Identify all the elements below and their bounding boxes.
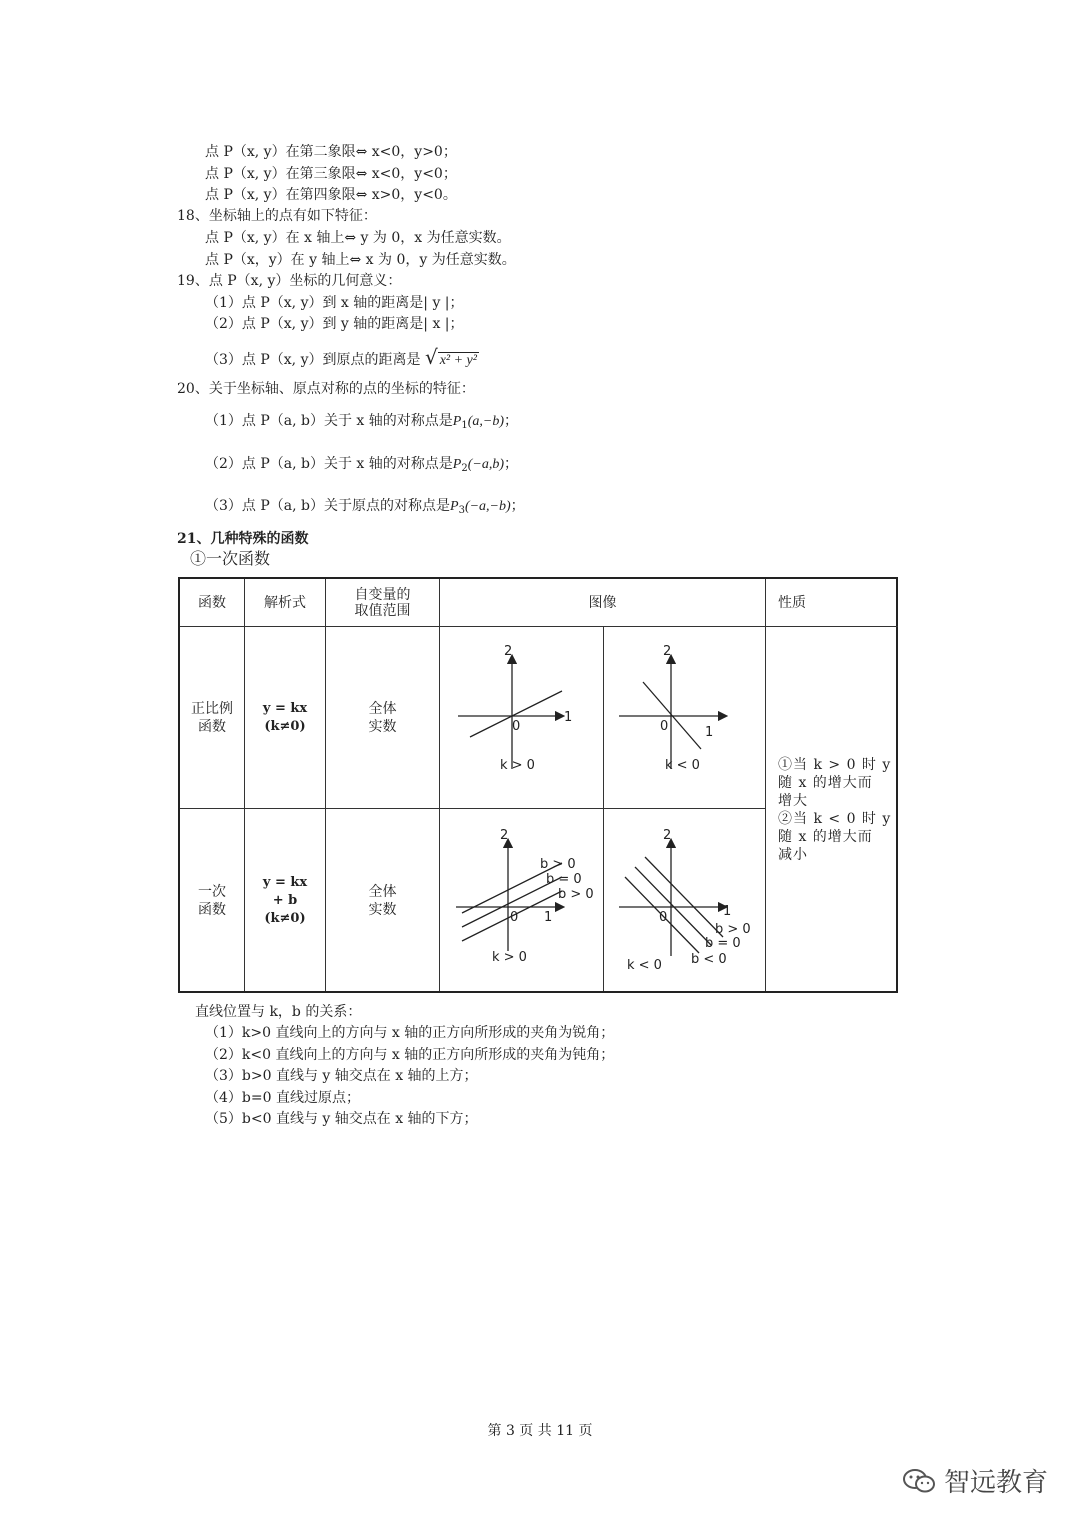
line-b-zero (635, 867, 711, 945)
row1-domain (326, 627, 439, 808)
point-coords: (−a,b) (467, 457, 505, 472)
section-19-title: 19、点 P（x, y）坐标的几何意义： (177, 273, 402, 289)
point-coords: (−a,−b) (464, 499, 511, 514)
graph-linear-k-positive (442, 811, 602, 991)
graph-proportional-k-positive (442, 629, 602, 805)
y-tick-label: 2 (663, 644, 672, 659)
b-zero-label: b = 0 (705, 936, 741, 951)
row1-name (180, 627, 244, 808)
k-negative-label: k < 0 (627, 958, 662, 973)
origin-label: 0 (660, 719, 669, 734)
row1-domain-line2: 实数 (368, 718, 397, 735)
s20-item-2 (205, 455, 518, 478)
s20-item-1-text: （1）点 P（a, b）关于 x 轴的对称点是 (205, 413, 453, 429)
x-tick-label: 1 (544, 910, 553, 925)
origin-label: 0 (510, 910, 519, 925)
property-line-2: 随 x 的增大而 (778, 775, 873, 791)
x-tick-label: 1 (705, 725, 714, 740)
header-property: 性质 (778, 594, 806, 611)
point-label: P (450, 499, 459, 514)
property-line-1: ①当 k > 0 时 y (778, 757, 892, 773)
row1-name-line1: 正比例 (191, 700, 233, 717)
s19-line-3 (205, 345, 479, 370)
quadrant-line-2: 点 P（x, y）在第二象限⇔ x<0，y>0； (205, 144, 457, 160)
section-20-title: 20、关于坐标轴、原点对称的点的坐标的特征： (177, 381, 475, 397)
row2-domain (326, 809, 439, 993)
column-divider (765, 579, 766, 991)
point-label: P (452, 414, 462, 429)
property-line-5: 随 x 的增大而 (778, 829, 873, 845)
s20-item-3-text: （3）点 P（a, b）关于原点的对称点是 (205, 498, 450, 514)
row2-name-line1: 一次 (198, 884, 226, 900)
point-subscript: 1 (461, 420, 468, 431)
property-line-6: 减小 (778, 847, 808, 863)
row2-formula-line2: + b (272, 893, 298, 908)
s19-line-1: （1）点 P（x, y）到 x 轴的距离是| y |； (205, 295, 464, 311)
row2-domain-line1: 全体 (368, 884, 397, 900)
s19-line-3-text: （3）点 P（x, y）到原点的距离是 (205, 352, 421, 368)
row1-formula-line2: (k≠0) (264, 718, 306, 734)
header-divider (766, 626, 898, 627)
column-divider (439, 579, 440, 991)
relation-line-5: （5）b<0 直线与 y 轴交点在 x 轴的下方； (205, 1111, 478, 1127)
sqrt-expression: x² + y² (439, 353, 477, 368)
row1-name-line2: 函数 (198, 718, 226, 735)
row2-name (180, 809, 244, 993)
section-18-title: 18、坐标轴上的点有如下特征： (177, 208, 377, 224)
graph-linear-k-negative (605, 811, 765, 991)
watermark-text: 智远教育 (944, 1468, 1049, 1498)
watermark (902, 1462, 1048, 1499)
origin-label: 0 (512, 719, 521, 734)
s18-line-1: 点 P（x, y）在 x 轴上⇔ y 为 0，x 为任意实数。 (205, 230, 511, 246)
property-line-4: ②当 k < 0 时 y (778, 811, 892, 827)
property-text (778, 756, 894, 864)
page-footer: 第 3 页 共 11 页 (487, 1423, 593, 1439)
section-21-subtitle: ①一次函数 (190, 549, 271, 568)
header-formula: 解析式 (264, 594, 306, 611)
wechat-icon (902, 1467, 936, 1495)
k-positive-label: k > 0 (500, 758, 535, 773)
item-end: ； (510, 498, 525, 514)
b-positive-label: b > 0 (715, 922, 751, 937)
header-domain: 自变量的 取值范围 (354, 586, 411, 619)
point-subscript: 3 (458, 505, 465, 516)
s20-item-2-text: （2）点 P（a, b）关于 x 轴的对称点是 (205, 456, 453, 472)
row2-formula (245, 809, 325, 993)
s20-item-1 (205, 412, 518, 435)
linear-function-table (178, 577, 898, 993)
line-b-positive (645, 857, 723, 937)
b-zero-label: b = 0 (546, 872, 582, 887)
item-end: ； (504, 413, 519, 429)
b-positive-label-2: b > 0 (558, 887, 594, 902)
sqrt-sign: √ (424, 345, 438, 369)
y-tick-label: 2 (504, 644, 513, 659)
x-tick-label: 1 (564, 710, 573, 725)
relation-line-4: （4）b=0 直线过原点； (205, 1090, 360, 1106)
header-graph: 图像 (588, 594, 617, 611)
relation-line-2: （2）k<0 直线向上的方向与 x 轴的正方向所形成的夹角为钝角； (205, 1047, 615, 1063)
point-coords: (a,−b) (467, 414, 505, 429)
b-positive-label: b > 0 (540, 857, 576, 872)
b-negative-label: b < 0 (691, 952, 727, 967)
y-tick-label: 2 (663, 828, 672, 843)
row2-domain-line2: 实数 (368, 902, 397, 918)
row2-name-line2: 函数 (198, 902, 226, 918)
quadrant-line-3: 点 P（x, y）在第三象限⇔ x<0，y<0； (205, 166, 457, 182)
quadrant-line-4: 点 P（x, y）在第四象限⇔ x>0，y<0。 (205, 187, 457, 203)
y-tick-label: 2 (500, 828, 509, 843)
section-21-title: 21、几种特殊的函数 (177, 531, 309, 547)
row2-formula-line1: y = kx (262, 875, 308, 890)
row1-formula-line1: y = kx (262, 700, 308, 716)
origin-label: 0 (659, 910, 668, 925)
k-positive-label: k > 0 (492, 950, 527, 965)
relation-line-3: （3）b>0 直线与 y 轴交点在 x 轴的上方； (205, 1068, 478, 1084)
point-label: P (452, 457, 462, 472)
x-tick-label: 1 (723, 904, 732, 919)
s18-line-2: 点 P（x，y）在 y 轴上⇔ x 为 0，y 为任意实数。 (205, 252, 516, 268)
item-end: ； (504, 456, 519, 472)
relation-line-1: （1）k>0 直线向上的方向与 x 轴的正方向所形成的夹角为锐角； (205, 1025, 615, 1041)
point-subscript: 2 (461, 463, 468, 474)
row1-formula (245, 627, 325, 808)
k-negative-label: k < 0 (665, 758, 700, 773)
s20-item-3 (205, 497, 525, 520)
s19-line-2: （2）点 P（x, y）到 y 轴的距离是| x |； (205, 316, 464, 332)
graph-proportional-k-negative (605, 629, 765, 805)
row2-formula-line3: (k≠0) (264, 911, 306, 926)
relation-title: 直线位置与 k，b 的关系： (195, 1004, 362, 1020)
row1-domain-line1: 全体 (368, 700, 397, 717)
header-function: 函数 (198, 594, 226, 611)
property-line-3: 增大 (778, 793, 808, 809)
